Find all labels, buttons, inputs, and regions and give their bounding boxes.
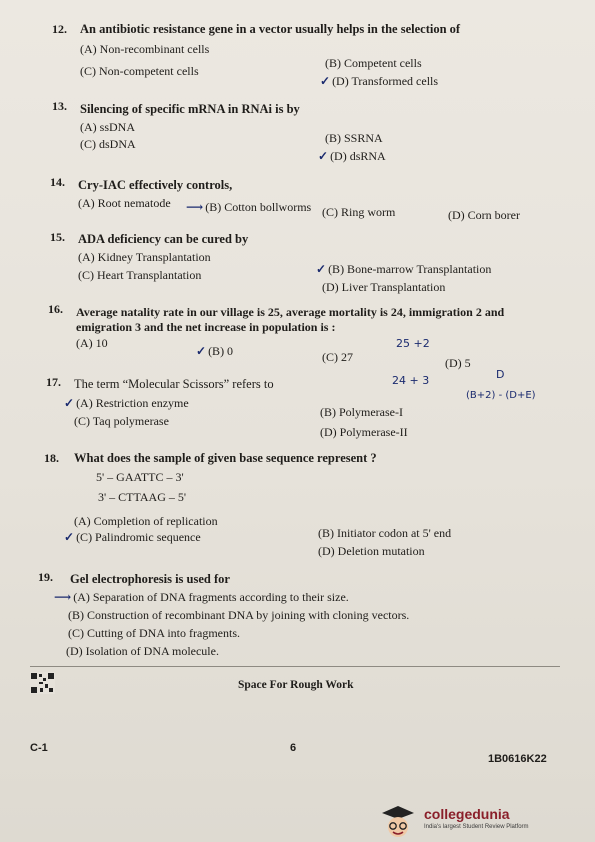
arrow-mark-icon: ⟶ — [54, 590, 72, 604]
option-a[interactable]: (A) Root nematode — [78, 196, 171, 210]
question-text-line-1: Average natality rate in our village is 25, average mortality is 24, immigration 2 and — [76, 305, 505, 319]
option-d[interactable]: (D) Corn borer — [448, 208, 520, 222]
option-c-label: (C) Palindromic sequence — [76, 530, 201, 544]
option-b[interactable]: (B) SSRNA — [325, 131, 383, 145]
mascot-icon — [378, 803, 418, 839]
question-text: The term “Molecular Scissors” refers to — [74, 377, 274, 391]
option-d-label: (D) Transformed cells — [332, 74, 439, 88]
brand-tagline: India's largest Student Review Platform — [424, 824, 529, 830]
option-d[interactable]: (D) Liver Transplantation — [322, 280, 446, 294]
question-text: ADA deficiency can be cured by — [78, 232, 249, 246]
option-d[interactable]: (D) Deletion mutation — [318, 544, 425, 558]
option-c[interactable] — [64, 530, 201, 545]
question-text: Silencing of specific mRNA in RNAi is by — [80, 102, 300, 116]
option-d[interactable]: (D) Isolation of DNA molecule. — [66, 644, 219, 658]
option-a[interactable]: (A) Non-recombinant cells — [80, 42, 210, 56]
option-d[interactable]: (D) 5 — [445, 356, 471, 370]
tick-mark-icon: ✓ — [318, 149, 329, 163]
question-text: Gel electrophoresis is used for — [70, 572, 230, 586]
question-number: 19. — [38, 570, 53, 584]
option-a[interactable]: (A) Kidney Transplantation — [78, 250, 211, 264]
option-a[interactable]: (A) 10 — [76, 336, 108, 350]
option-a[interactable]: (A) ssDNA — [80, 120, 135, 134]
tick-mark-icon: ✓ — [320, 74, 331, 88]
tick-mark-icon: ✓ — [64, 530, 75, 544]
option-b-label: (B) Cotton bollworms — [205, 200, 312, 214]
option-b[interactable]: (B) Polymerase-I — [320, 405, 403, 419]
question-text: What does the sample of given base sequence represent ? — [74, 451, 377, 465]
option-b[interactable] — [316, 262, 491, 277]
question-text-line-2: emigration 3 and the net increase in population is : — [76, 320, 336, 334]
option-c[interactable]: (C) Non-competent cells — [80, 64, 199, 78]
tick-mark-icon: ✓ — [196, 344, 207, 358]
question-number: 13. — [52, 99, 67, 113]
option-b[interactable] — [196, 344, 233, 359]
option-d[interactable] — [318, 149, 386, 164]
tick-mark-icon: ✓ — [64, 396, 75, 410]
option-c[interactable]: (C) Heart Transplantation — [78, 268, 202, 282]
option-b[interactable] — [186, 200, 311, 215]
question-number: 14. — [50, 175, 65, 189]
brand-name: collegedunia — [424, 806, 510, 822]
option-c[interactable]: (C) 27 — [322, 350, 353, 364]
base-sequence-top: 5' – GAATTC – 3' — [96, 470, 184, 484]
option-b[interactable]: (B) Construction of recombinant DNA by joining with cloning vectors. — [68, 608, 410, 622]
question-number: 15. — [50, 230, 65, 244]
page-number: 6 — [290, 742, 297, 754]
arrow-mark-icon: ⟶ — [186, 200, 204, 214]
rough-work-label: Space For Rough Work — [238, 679, 354, 691]
question-number: 17. — [46, 375, 61, 389]
divider — [30, 666, 560, 667]
question-text: Cry-IAC effectively controls, — [78, 178, 233, 192]
tick-mark-icon: ✓ — [316, 262, 327, 276]
question-number: 18. — [44, 451, 59, 465]
option-c[interactable]: (C) dsDNA — [80, 137, 136, 151]
qr-code-icon — [30, 672, 55, 694]
option-c[interactable]: (C) Taq polymerase — [74, 414, 169, 428]
paper-code: 1B0616K22 — [488, 753, 547, 765]
handwritten-note: (B+2) - (D+E) — [466, 390, 536, 401]
option-b-label: (B) 0 — [208, 344, 234, 358]
handwritten-note: 25 +2 — [396, 337, 430, 350]
option-a[interactable]: (A) Completion of replication — [74, 514, 218, 528]
booklet-code: C-1 — [30, 742, 48, 754]
option-c[interactable]: (C) Cutting of DNA into fragments. — [68, 626, 240, 640]
base-sequence-bottom: 3' – CTTAAG – 5' — [98, 490, 187, 504]
option-d[interactable] — [320, 74, 438, 89]
handwritten-note: 24 + 3 — [392, 374, 430, 387]
option-a[interactable] — [64, 396, 189, 411]
option-a[interactable] — [54, 590, 349, 605]
option-c[interactable]: (C) Ring worm — [322, 205, 396, 219]
handwritten-note: D — [496, 368, 505, 381]
option-d-label: (D) dsRNA — [330, 149, 386, 163]
option-b-label: (B) Bone-marrow Transplantation — [328, 262, 492, 276]
option-a-label: (A) Separation of DNA fragments according to their size. — [73, 590, 349, 604]
option-a-label: (A) Restriction enzyme — [76, 396, 189, 410]
question-number: 12. — [52, 22, 67, 36]
collegedunia-logo — [378, 803, 578, 839]
option-b[interactable]: (B) Initiator codon at 5' end — [318, 526, 452, 540]
question-number: 16. — [48, 302, 63, 316]
option-d[interactable]: (D) Polymerase-II — [320, 425, 408, 439]
option-b[interactable]: (B) Competent cells — [325, 56, 422, 70]
question-text: An antibiotic resistance gene in a vector usually helps in the selection of — [80, 22, 461, 36]
